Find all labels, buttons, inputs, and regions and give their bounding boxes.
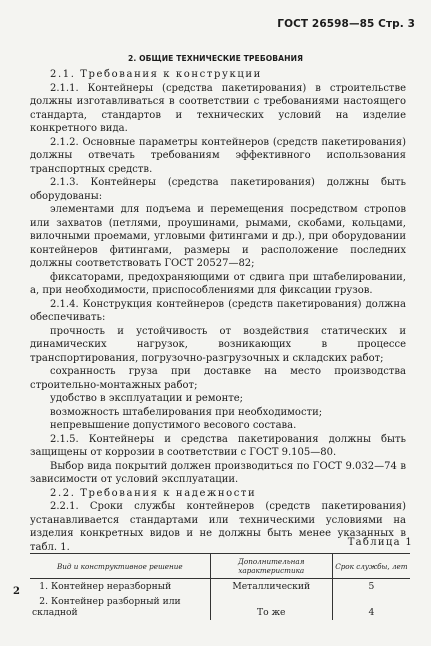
list-item: удобство в эксплуатации и ремонте; [50, 393, 244, 404]
list-item: возможность штабелирования при необходимости; [50, 406, 323, 418]
paragraph: 2.1.3. Контейнеры (средства пакетирования) должны быть оборудованы: [30, 177, 406, 202]
row-characteristic: Металлический [210, 579, 332, 595]
table-header-row [30, 554, 410, 579]
row-characteristic: То же [210, 594, 332, 620]
column-header: Срок службы, лет [332, 554, 410, 579]
paragraph: Выбор вида покрытий должен производиться по ГОСТ 9.032—74 в зависимости от условий эксплуатации. [30, 460, 406, 485]
row-service-life: 5 [332, 579, 410, 595]
margin-mark: 2 [13, 586, 20, 597]
subsection-heading: 2.1. Требования к конструкции [50, 69, 262, 80]
column-header: Вид и конструктивное решение [30, 554, 210, 579]
paragraph: фиксаторами, предохраняющими от сдвига при штабелировании, а, при необходимости, приспособлениями для фиксации грузов. [30, 271, 406, 296]
row-number: 1. [39, 581, 48, 592]
list-item: сохранность груза при доставке на место производства строительно-монтажных работ; [30, 366, 406, 391]
paragraph: 2.2.1. Сроки службы контейнеров (средств пакетирования) устанавливается стандартами или техническими условиями на изделия конкретных видов и не должны быть менее указанных в табл. 1. [30, 501, 406, 553]
row-name: Контейнер разборный или складной [32, 596, 181, 618]
subsection-heading: 2.2. Требования к надежности [50, 487, 257, 499]
table-row [30, 579, 410, 595]
list-item: непревышение допустимого весового состава. [50, 420, 297, 431]
list-item: прочность и устойчивость от воздействия статических и динамических нагрузок, возникающих в процессе транспортирования, погрузочно-разгрузочных и складских работ; [30, 325, 406, 364]
section-title: 2. ОБЩИЕ ТЕХНИЧЕСКИЕ ТРЕБОВАНИЯ [127, 54, 304, 63]
paragraph: 2.1.4. Конструкция контейнеров (средств пакетирования) должна обеспечивать: [30, 298, 406, 323]
row-service-life: 4 [332, 594, 410, 620]
page-header: ГОСТ 26598—85 Стр. 3 [277, 18, 415, 30]
table-row [30, 594, 410, 620]
document-body [30, 68, 406, 554]
paragraph: 2.1.1. Контейнеры (средства пакетирования) в строительстве должны изготавливаться в соответствии с требованиями настоящего стандарта, стандартов и технических условий на изделие конкретного вида. [30, 82, 406, 134]
row-number: 2. [39, 596, 48, 607]
row-name: Контейнер неразборный [51, 581, 172, 592]
paragraph: 2.1.5. Контейнеры и средства пакетирования должны быть защищены от коррозии в соответствии с ГОСТ 9.105—80. [30, 433, 406, 458]
service-life-table [30, 553, 410, 620]
column-header: Дополнительная характеристика [210, 554, 332, 579]
paragraph: 2.1.2. Основные параметры контейнеров (средств пакетирования) должны отвечать требованиям эффективного использования транспортных средств. [30, 136, 406, 175]
paragraph: элементами для подъема и перемещения посредством стропов или захватов (петлями, проушинами, рымами, скобами, кольцами, вилочными проемами, угловыми фитингами и др.), при оборудовании контейнеров фитингами, размеры и расположение последних должны соответствовать ГОСТ 20527—82; [30, 204, 406, 269]
table-caption: Таблица 1 [347, 537, 413, 548]
